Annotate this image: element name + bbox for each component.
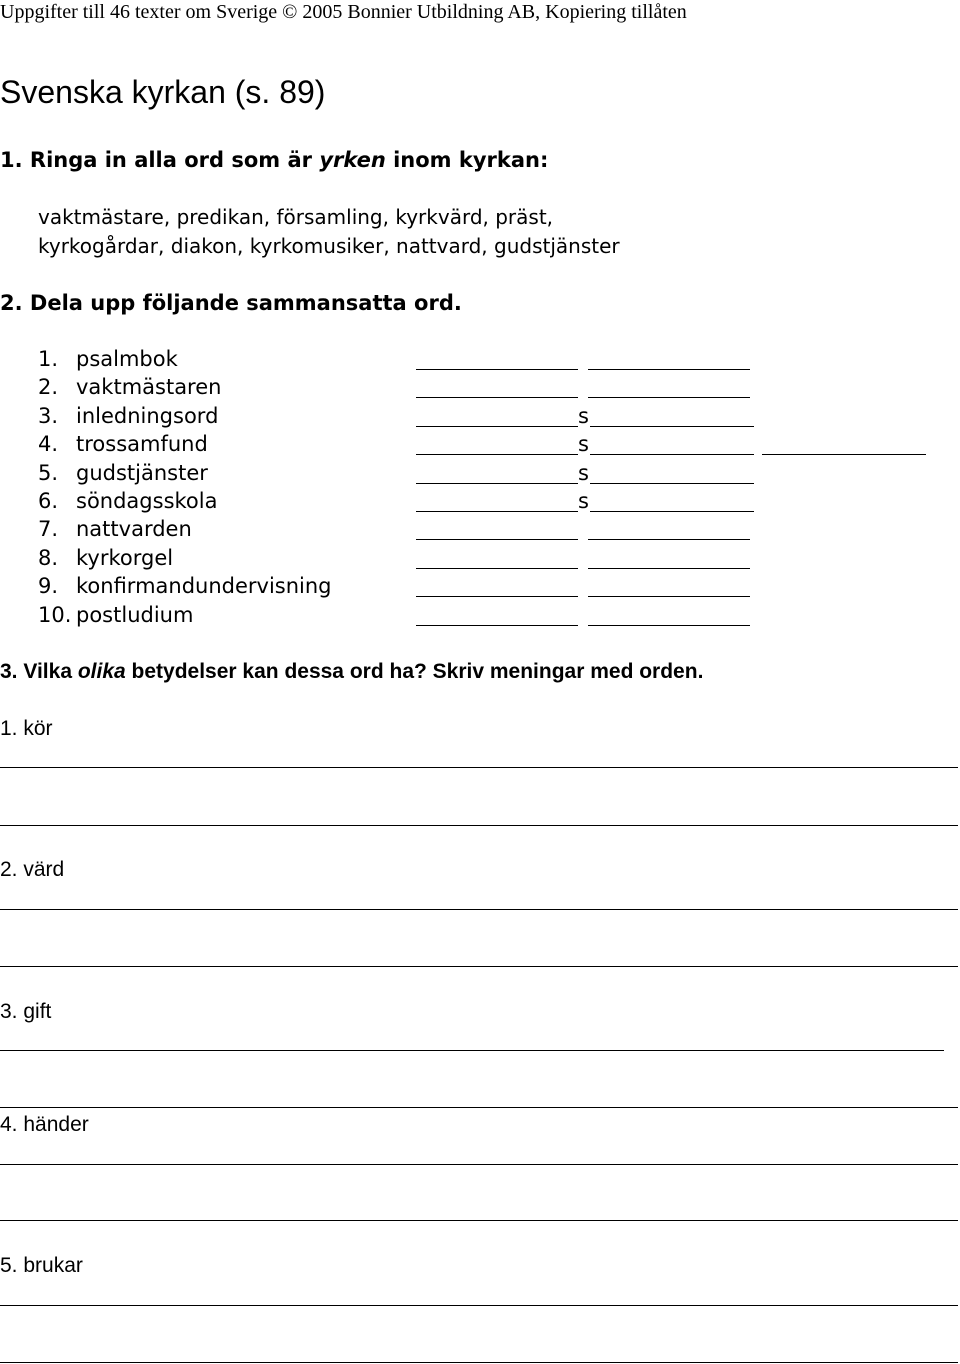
answer-blank[interactable] [762,454,926,455]
page-title: Svenska kyrkan (s. 89) [0,74,326,110]
writing-line[interactable] [0,825,958,826]
compound-word-item [38,572,958,600]
word-list-line-1: vaktmästare, predikan, församling, kyrkvärd, präst, [38,205,554,229]
item-number: 1. [38,347,59,371]
item-number: 6. [38,489,59,513]
item-word: gudstjänster [76,460,208,485]
question-1-suffix: inom kyrkan: [385,148,549,172]
meaning-word-label: 3. gift [0,1000,52,1023]
item-word: trossamfund [76,432,208,457]
question-3-suffix: betydelser kan dessa ord ha? Skriv meningar med orden. [125,660,704,683]
item-word: psalmbok [76,347,178,371]
item-number: 5. [38,460,59,485]
answer-blank[interactable] [416,511,578,512]
answer-blank[interactable] [416,483,578,484]
compound-word-item [38,544,958,572]
item-number: 9. [38,574,59,599]
linking-s-letter: s [578,460,589,485]
answer-blank[interactable] [590,454,754,455]
question-1-emphasis: yrken [319,148,386,172]
answer-blank[interactable] [588,397,750,398]
writing-line[interactable] [0,1220,958,1221]
answer-blank[interactable] [588,539,750,540]
item-number: 7. [38,517,59,542]
answer-blank[interactable] [590,483,754,484]
item-word: postludium [76,602,194,627]
answer-blank[interactable] [416,596,578,597]
writing-line[interactable] [0,966,958,967]
compound-word-item [38,373,958,401]
answer-blank[interactable] [588,369,750,370]
word-list-line-2: kyrkogårdar, diakon, kyrkomusiker, nattvard, gudstjänster [38,234,620,258]
compound-word-item [38,515,958,543]
writing-line[interactable] [0,1305,958,1306]
item-word: söndagsskola [76,489,218,513]
writing-line[interactable] [0,1107,958,1108]
answer-blank[interactable] [416,625,578,626]
answer-blank[interactable] [588,596,750,597]
linking-s-letter: s [578,432,589,457]
linking-s-letter: s [578,489,589,513]
compound-word-item [38,345,958,373]
writing-line[interactable] [0,1164,958,1165]
item-word: vaktmästaren [76,375,222,400]
item-number: 2. [38,375,59,400]
answer-blank[interactable] [416,426,578,427]
question-3-prefix: 3. Vilka [0,660,78,683]
question-3-emphasis: olika [77,660,126,683]
item-number: 10. [38,602,72,627]
answer-blank[interactable] [590,426,754,427]
answer-blank[interactable] [416,454,578,455]
question-1-heading [0,146,548,174]
answer-blank[interactable] [416,397,578,398]
compound-word-item [38,459,958,487]
compound-word-item [38,402,958,430]
item-word: kyrkorgel [76,545,174,570]
item-number: 8. [38,545,59,570]
item-word: inledningsord [76,403,219,428]
writing-line[interactable] [0,909,958,910]
question-1-prefix: 1. Ringa in alla ord som är [0,148,320,172]
meaning-word-label: 1. kör [0,717,53,740]
page-header: Uppgifter till 46 texter om Sverige © 2005 Bonnier Utbildning AB, Kopiering tillåten [0,1,687,23]
answer-blank[interactable] [416,568,578,569]
question-2-heading: 2. Dela upp följande sammansatta ord. [0,291,462,315]
answer-blank[interactable] [416,369,578,370]
item-word: konfirmandundervisning [76,574,332,599]
question-3-heading [0,658,703,686]
writing-line[interactable] [0,1050,944,1051]
item-word: nattvarden [76,517,192,542]
linking-s-letter: s [578,403,589,428]
compound-word-item [38,430,958,458]
answer-blank[interactable] [588,625,750,626]
compound-word-item [38,487,958,515]
writing-line[interactable] [0,767,958,768]
item-number: 3. [38,403,59,428]
answer-blank[interactable] [590,511,754,512]
answer-blank[interactable] [416,539,578,540]
meaning-word-label: 4. händer [0,1113,89,1136]
answer-blank[interactable] [588,568,750,569]
writing-line[interactable] [0,1362,958,1363]
meaning-word-label: 5. brukar [0,1254,83,1277]
compound-word-item [38,601,958,629]
meaning-word-label: 2. värd [0,858,65,881]
item-number: 4. [38,432,59,457]
